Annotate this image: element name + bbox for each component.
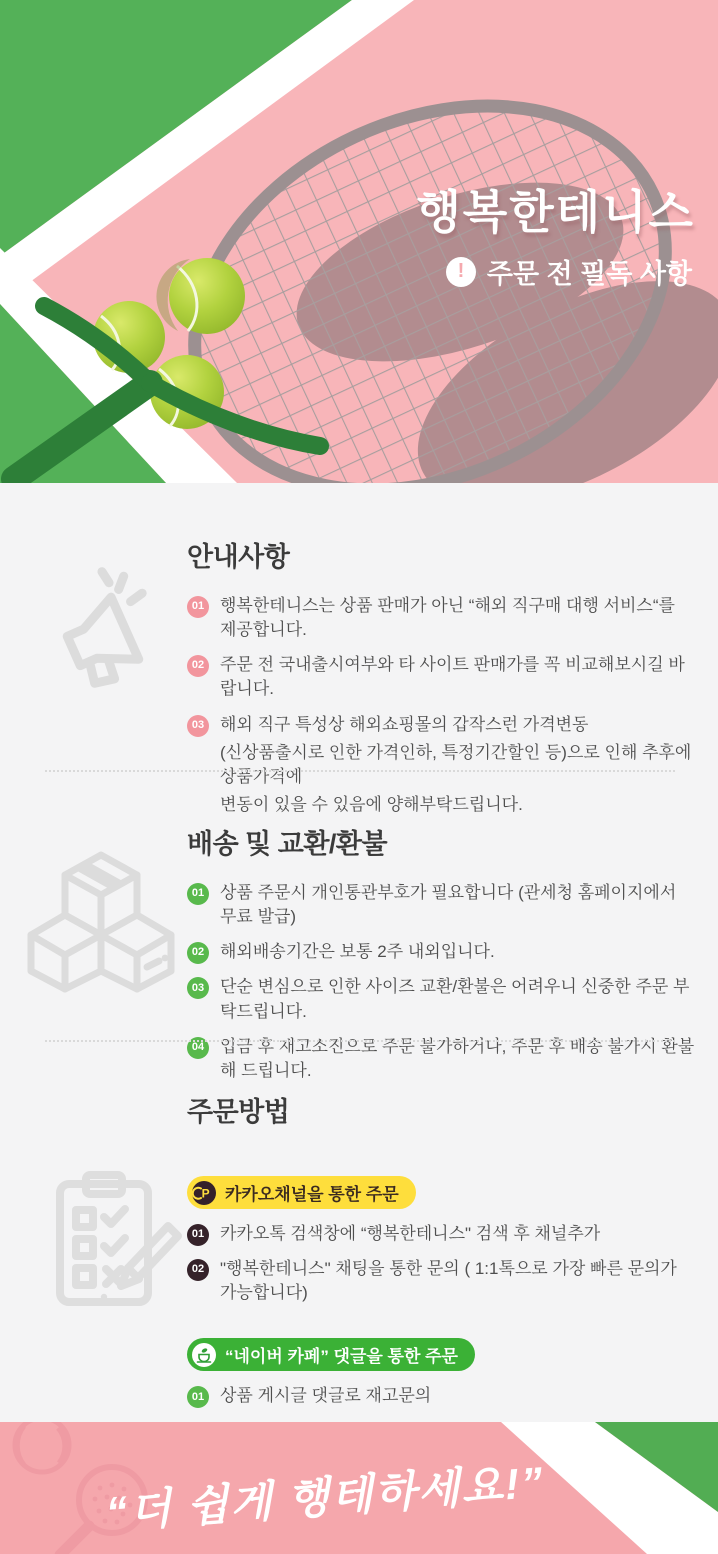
hero-banner (0, 0, 718, 483)
item-text: 변동이 있을 수 있음에 양해부탁드립니다. (220, 794, 523, 814)
number-badge: 04 (187, 1037, 209, 1059)
kakao-channel-icon (192, 1181, 216, 1205)
footer-banner (0, 1422, 718, 1554)
number-badge: 03 (187, 977, 209, 999)
section-info (187, 535, 695, 828)
list-item (187, 713, 695, 737)
list-item (187, 1384, 695, 1408)
hero-subtitle-row (446, 252, 692, 291)
list-item-continued (187, 793, 695, 817)
list-item (187, 1222, 695, 1246)
list-item (187, 975, 695, 1023)
number-badge: 02 (187, 655, 209, 677)
list-item (187, 940, 695, 964)
item-text: (신상품출시로 인한 가격인하, 특정기간할인 등)으로 인해 추후에 상품가격에 (220, 742, 692, 786)
list-item (187, 594, 695, 642)
dotted-divider (45, 1040, 675, 1042)
item-text: 상품 게시글 댓글로 재고문의 (220, 1386, 432, 1406)
item-text: "행복한테니스" 채팅을 통한 문의 ( 1:1톡으로 가장 빠른 문의가 가능합니다) (220, 1259, 677, 1303)
checklist-clipboard-icon (38, 1166, 190, 1318)
number-badge: 01 (187, 596, 209, 618)
svg-text:P: P (201, 1185, 210, 1200)
list-item (187, 653, 695, 701)
list-item (187, 881, 695, 929)
number-badge: 01 (187, 883, 209, 905)
brand-title: 행복한테니스 (416, 186, 695, 238)
number-badge: 01 (187, 1386, 209, 1408)
dotted-divider (45, 770, 675, 772)
section-shipping-heading: 배송 및 교환/환불 (187, 829, 388, 859)
naver-badge-label: “네이버 카페” 댓글을 통한 주문 (225, 1347, 458, 1367)
item-text: 해외 직구 특성상 해외쇼핑몰의 갑작스런 가격변동 (220, 714, 589, 734)
item-text: 단순 변심으로 인한 사이즈 교환/환불은 어려우니 신중한 주문 부탁드립니다. (220, 977, 690, 1021)
item-text: 해외배송기간은 보통 2주 내외입니다. (220, 942, 495, 962)
megaphone-icon (33, 560, 175, 708)
item-text: 주문 전 국내출시여부와 타 사이트 판매가를 꼭 비교해보시길 바랍니다. (220, 655, 685, 699)
number-badge: 03 (187, 715, 209, 737)
cafe-cup-icon (192, 1343, 216, 1367)
kakao-channel-badge (187, 1176, 416, 1209)
item-text: 입금 후 재고소진으로 주문 불가하거나, 주문 후 배송 불가시 환불해 드립니다. (220, 1036, 695, 1080)
exclamation-icon: ! (446, 257, 476, 287)
hero-subtitle: 주문 전 필독 사항 (486, 259, 692, 289)
section-shipping (187, 822, 695, 1094)
list-item (187, 1257, 695, 1305)
section-info-heading: 안내사항 (187, 542, 290, 572)
number-badge: 02 (187, 1259, 209, 1281)
boxes-icon (27, 845, 175, 993)
item-text: 상품 주문시 개인통관부호가 필요합니다 (관세청 홈페이지에서 무료 발급) (220, 883, 677, 927)
naver-cafe-badge (187, 1338, 475, 1371)
footer-quote: “더 쉽게 행테하세요!” (104, 1458, 547, 1538)
item-text: 카카오톡 검색창에 “행복한테니스" 검색 후 채널추가 (220, 1224, 601, 1243)
number-badge: 02 (187, 942, 209, 964)
list-item-continued (187, 741, 695, 789)
section-order-heading: 주문방법 (187, 1097, 290, 1127)
kakao-badge-label: 카카오채널을 통한 주문 (225, 1185, 399, 1204)
section-order (187, 1090, 695, 1455)
item-text: 행복한테니스는 상품 판매가 아닌 “해외 직구매 대행 서비스“를 제공합니다. (220, 596, 675, 640)
number-badge: 01 (187, 1224, 209, 1246)
